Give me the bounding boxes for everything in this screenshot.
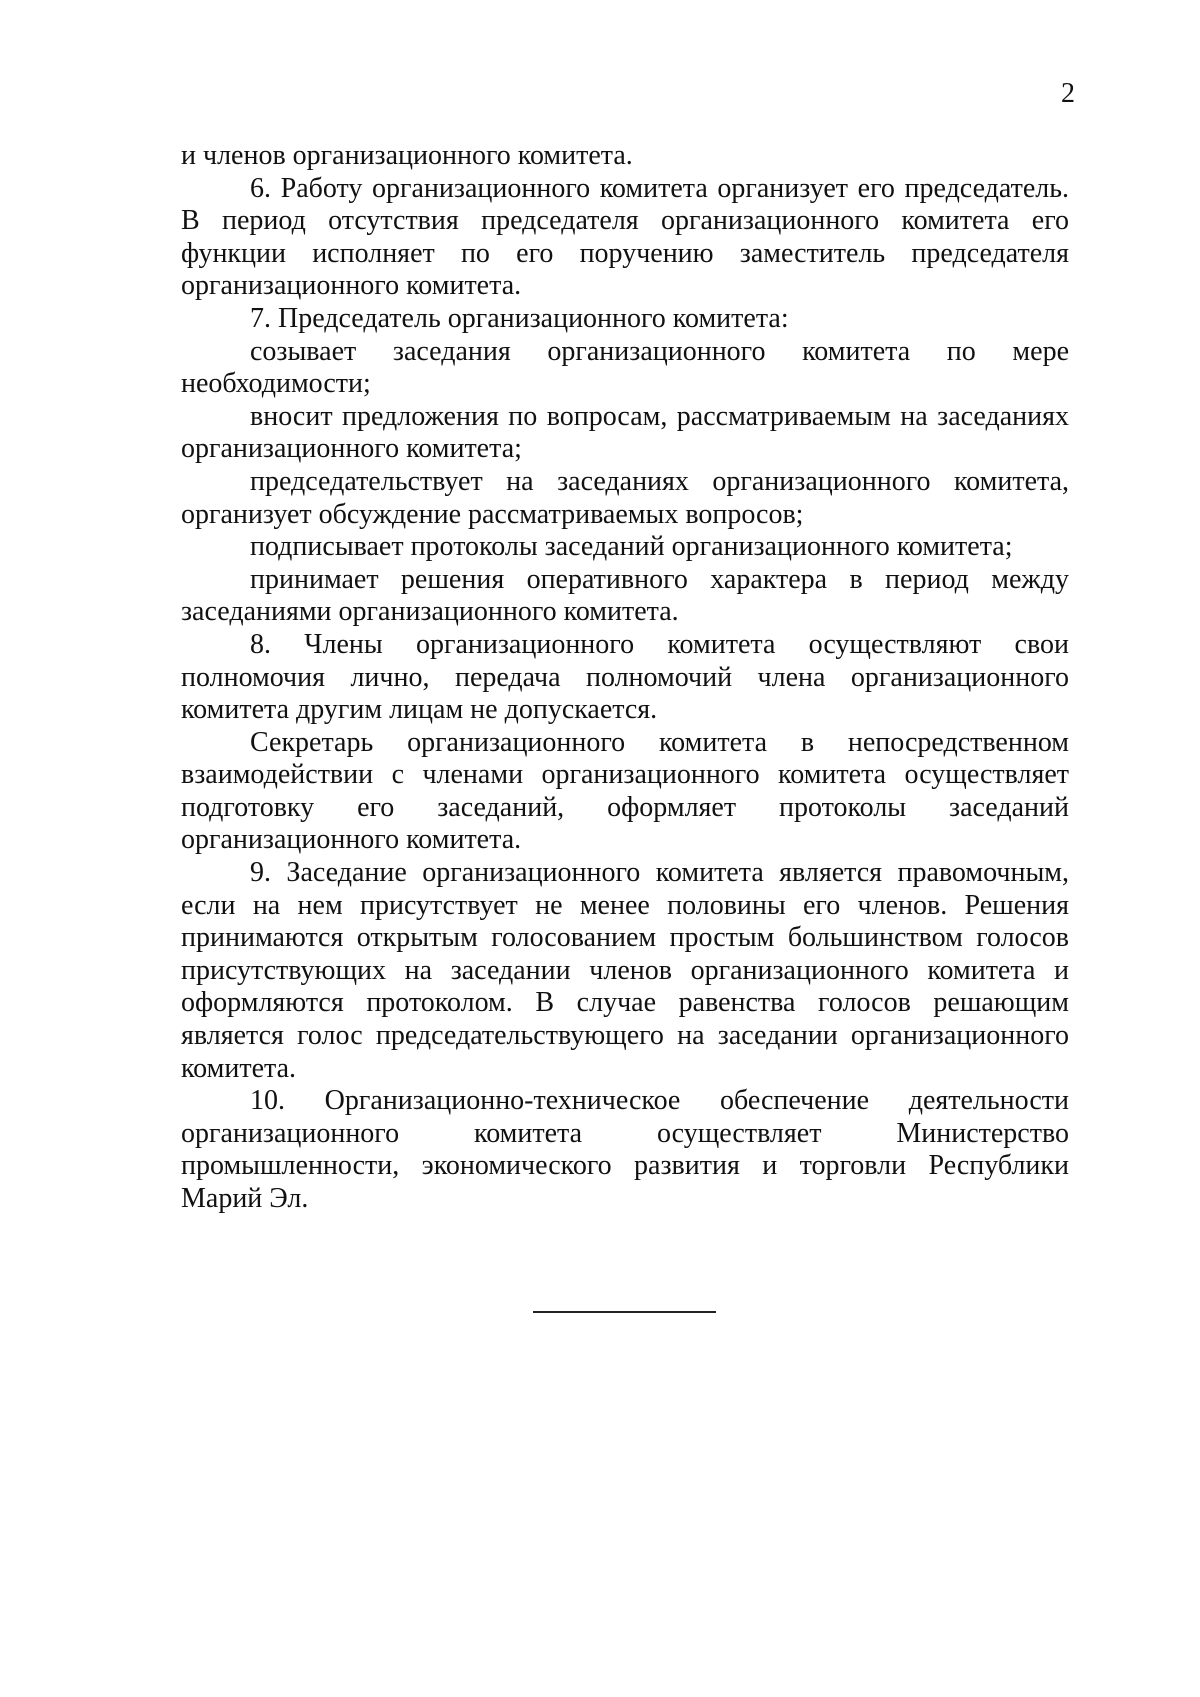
document-body [181, 140, 1069, 1216]
paragraph-8-secretary: Секретарь организационного комитета в непосредственном взаимодействии с членами организационного комитета осуществляет подготовку его заседаний, оформляет протоколы заседаний организационного комитета. [181, 726, 1069, 856]
paragraph-continuation: и членов организационного комитета. [181, 140, 633, 171]
page-number: 2 [1061, 78, 1075, 109]
paragraph-7-item-decisions: принимает решения оперативного характера в период между заседаниями организационного комитета. [181, 563, 1069, 628]
paragraph-6: 6. Работу организационного комитета организует его председатель. В период отсутствия председателя организационного комитета его функции исполняет по его поручению заместитель председателя организационного комитета. [181, 172, 1069, 302]
closing-rule [533, 1311, 716, 1313]
paragraph-9: 9. Заседание организационного комитета является правомочным, если на нем присутствует не менее половины его членов. Решения принимаются открытым голосованием простым большинством голосов присутствующих на заседании членов организационного комитета и оформляются протоколом. В случае равенства голосов решающим является голос председательствующего на заседании организационного комитета. [181, 857, 1069, 1084]
paragraph-7-item-presides: председательствует на заседаниях организационного комитета, организует обсуждение рассматриваемых вопросов; [181, 465, 1069, 530]
paragraph-7: 7. Председатель организационного комитета: [250, 302, 789, 334]
paragraph-8: 8. Члены организационного комитета осуществляют свои полномочия лично, передача полномочий члена организационного комитета другим лицам не допускается. [181, 628, 1069, 726]
paragraph-7-item-signs: подписывает протоколы заседаний организационного комитета; [250, 531, 1013, 563]
paragraph-10: 10. Организационно-техническое обеспечение деятельности организационного комитета осуществляет Министерство промышленности, экономического развития и торговли Республики Марий Эл. [181, 1085, 1069, 1214]
paragraph-7-item-convenes: созывает заседания организационного комитета по мере необходимости; [181, 335, 1069, 400]
paragraph-7-item-proposals: вносит предложения по вопросам, рассматриваемым на заседаниях организационного комитета; [181, 400, 1069, 465]
